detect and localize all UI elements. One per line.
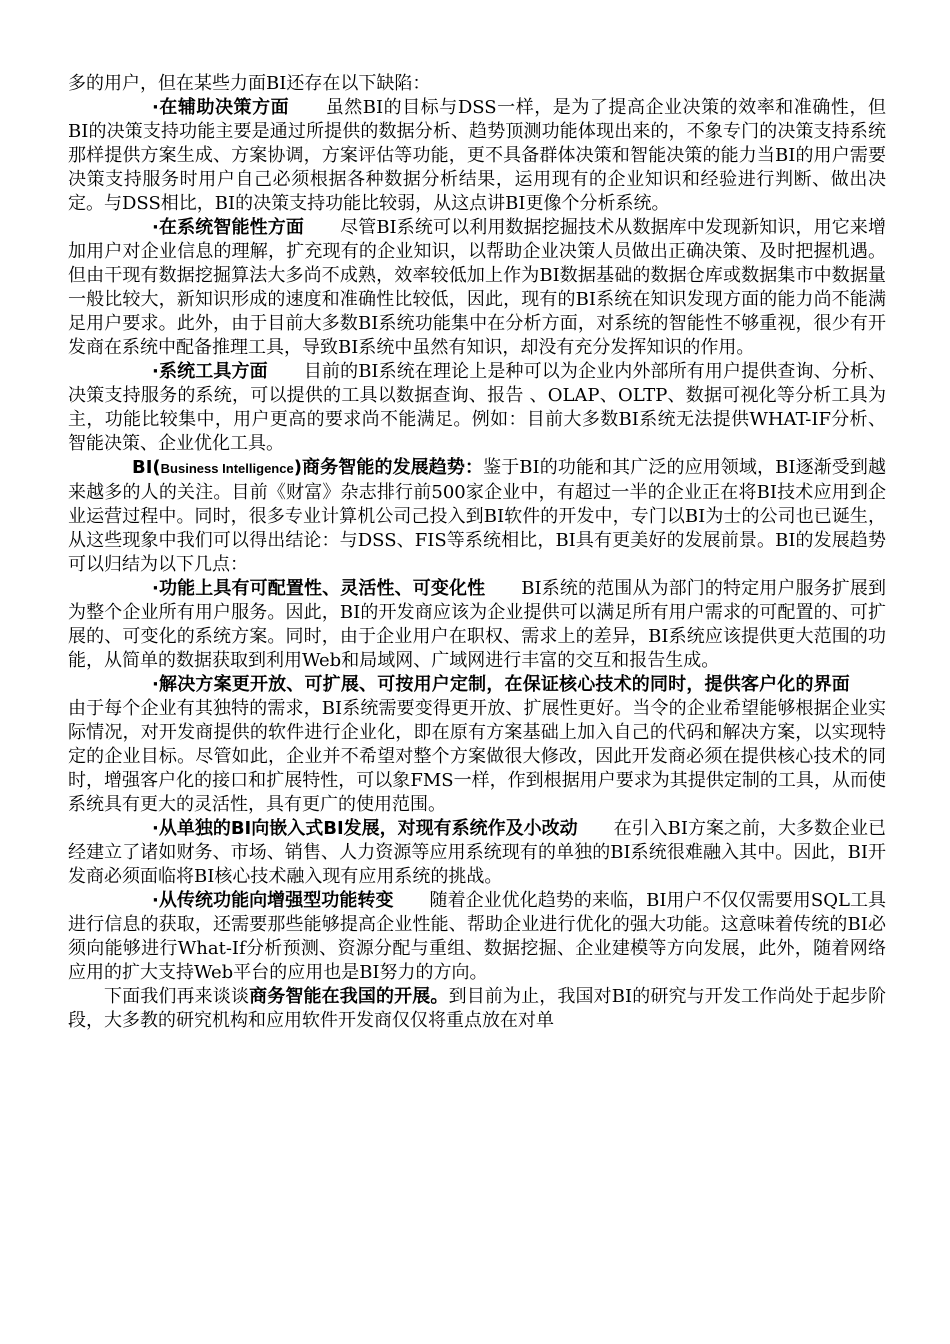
paragraph-text: 目前的BI系统在理论上是种可以为企业内外部所有用户提供查询、分析、决策支持服务的系统，可以提供的工具以数据查询、报告 、OLAP、OLTP、数据可视化等分析工具为主，功能比较集中，用户更高的要求尚不能满足。例如：目前大多数BI系统无法提供WHAT-IF分析、智能决策、企业优化工具。 <box>68 361 886 454</box>
paragraph-text: 虽然BI的目标与DSS一样，是为了提高企业决策的效率和准确性，但BI的决策支持功能主要是通过所提供的数据分析、趋势顶测功能体现出来的，不象专门的决策支持系统那样提供方案生成、方案协调，方案评估等功能，更不具备群体决策和智能决策的能力当BI的用户需要决策支持服务时用户自己必须根据各种数据分析结果，运用现有的企业知识和经验进行判断、做出决定。与DSS相比，BI的决策支持功能比较弱，从这点讲BI更像个分析系统。 <box>68 97 886 214</box>
section-heading: ·功能上具有可配置性、灵活性、可变化性 <box>152 578 486 599</box>
paragraph-text: 鉴于BI的功能和其广泛的应用领域，BI逐渐受到越来越多的人的关注。目前《财富》杂志排行前500家企业中，有超过一半的企业正在将BI技术应用到企业运营过程中。同时，很多专业计算机公司己投入到BI软件的开发中，专门以BI为士的公司也已诞生，从这些现象中我们可以得出结论：与DSS、FIS等系统相比，BI具有更美好的发展前景。BI的发展趋势可以归结为以下几点： <box>68 457 886 575</box>
section-heading: ·系统工具方面 <box>152 361 268 382</box>
paragraph-configurable <box>68 577 886 673</box>
paragraph-text: BI系统的范围从为部门的特定用户服务扩展到为整个企业所有用户服务。因此，BI的开发商应该为企业提供可以满足所有用户需求的可配置的、可扩展的、可变化的系统方案。同时，由于企业用户在职权、需求上的差异，BI系统应该提供更大范围的功能，从简单的数据获取到利用Web和局域网、广域网进行丰富的交互和报告生成。 <box>68 578 886 671</box>
paragraph-text: 由于每个企业有其独特的需求，BI系统需要变得更开放、扩展性更好。当令的企业希望能够根据企业实际情况，对开发商提供的软件进行企业化，即在原有方案基础上加入自己的代码和解决方案，以实现特定的企业目标。尽管如此，企业并不希望对整个方案做很大修改，因此开发商必须在提供核心技术的同时，增强客户化的接口和扩展特性，可以象FMS一样，作到根据用户要求为其提供定制的工具，从而使系统具有更大的灵活性，具有更广的使用范围。 <box>68 698 886 815</box>
paragraph-china-bi <box>68 985 886 1033</box>
paragraph-text: 到目前为止，我国对BI的研究与开发工作尚处于起步阶段，大多教的研究机构和应用软件开发商仅仅将重点放在对单 <box>68 986 886 1031</box>
paragraph-text: 尽管BI系统可以利用数据挖掘技术从数据库中发现新知识，用它来增加用户对企业信息的理解，扩充现有的企业知识，以帮助企业决策人员做出正确决策、及时把握机遇。但由干现有数据挖掘算法大多尚不成熟，效率较低加上作为BI数据基础的数据仓库或数据集市中数据量一般比较大，新知识形成的速度和准确性比较低，因此，现有的BI系统在知识发现方面的能力尚不能满足用户要求。此外，由于目前大多数BI系统功能集中在分析方面，对系统的智能性不够重视，很少有开发商在系统中配备推理工具，导致BI系统中虽然有知识，却没有充分发挥知识的作用。 <box>68 217 886 358</box>
section-heading-suffix: )商务智能的发展趋势： <box>293 457 484 478</box>
paragraph-intelligence <box>68 216 886 360</box>
section-heading-prefix: BI( <box>132 457 161 478</box>
section-heading-english: Business Intelligence <box>160 461 294 476</box>
paragraph-intro <box>68 72 886 96</box>
section-heading: 商务智能在我国的开展。 <box>249 986 449 1007</box>
paragraph-enhanced-functions <box>68 889 886 985</box>
paragraph-open-solution <box>68 673 886 817</box>
section-heading: ·在辅助决策方面 <box>152 97 290 118</box>
paragraph-lead: 下面我们再来谈谈 <box>104 986 250 1007</box>
paragraph-decision-support <box>68 96 886 216</box>
section-heading: ·解决方案更开放、可扩展、可按用户定制，在保证核心技术的同时，提供客户化的界面 <box>152 674 850 695</box>
paragraph-text: 随着企业优化趋势的来临，BI用户不仅仅需要用SQL工具进行信息的获取，还需要那些能够提高企业性能、帮助企业进行优化的强大功能。这意味着传统的BI必须向能够进行What-If分析预测、资源分配与重组、数据挖掘、企业建模等方向发展，此外，随着网络应用的扩大支持Web平台的应用也是BI努力的方向。 <box>68 890 886 983</box>
document-page <box>68 72 886 1033</box>
paragraph-tools <box>68 360 886 456</box>
section-heading: ·在系统智能性方面 <box>152 217 304 238</box>
section-heading: ·从传统功能向增强型功能转变 <box>152 890 394 911</box>
paragraph-text: 多的用户，但在某些力面BI还存在以下缺陷： <box>68 73 431 94</box>
paragraph-bi-trends <box>68 456 886 577</box>
section-heading: ·从单独的BI向嵌入式BI发展，对现有系统作及小改动 <box>152 818 578 839</box>
paragraph-embedded-bi <box>68 817 886 889</box>
paragraph-text: 在引入BI方案之前，大多数企业已经建立了诸如财务、市场、销售、人力资源等应用系统现有的单独的BI系统很难融入其中。因此，BI开发商必须面临将BI核心技术融入现有应用系统的挑战。 <box>68 818 887 887</box>
